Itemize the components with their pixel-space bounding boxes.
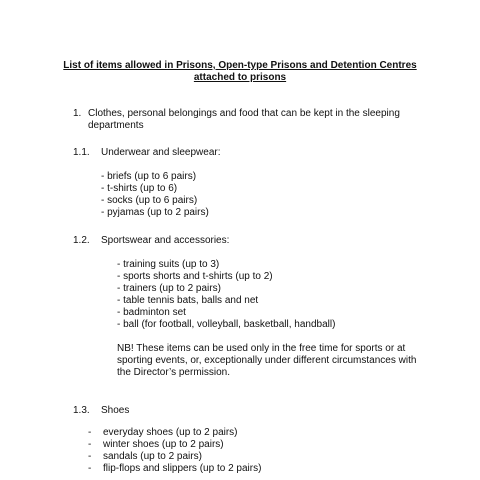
list-item-text: winter shoes (up to 2 pairs) <box>103 439 224 450</box>
title-line-2: attached to prisons <box>193 72 287 83</box>
list-item-text: everyday shoes (up to 2 pairs) <box>103 427 238 438</box>
nb-note-line-3: the Director’s permission. <box>117 367 231 378</box>
list-bullet: - <box>88 451 92 462</box>
list-item: - badminton set <box>117 307 186 318</box>
list-item: - training suits (up to 3) <box>117 259 220 270</box>
subsection-1-2-number: 1.2. <box>73 235 90 246</box>
nb-note-line-1: NB! These items can be used only in the free time for sports or at <box>117 343 406 354</box>
list-item-text: sandals (up to 2 pairs) <box>103 451 202 462</box>
nb-note-line-2: sporting events, or, exceptionally under different circumstances with <box>117 355 417 366</box>
section-1-number: 1. <box>73 108 82 119</box>
document-title <box>40 60 440 84</box>
list-item: - briefs (up to 6 pairs) <box>101 171 197 182</box>
underwear-list <box>101 171 209 219</box>
list-item: - ball (for football, volleyball, basketball, handball) <box>117 319 336 330</box>
list-bullet: - <box>88 439 92 450</box>
list-item: - table tennis bats, balls and net <box>117 295 259 306</box>
section-1-text-line-1: Clothes, personal belongings and food that can be kept in the sleeping <box>88 108 400 119</box>
subsection-1-3-heading: Shoes <box>101 405 130 416</box>
list-item: - pyjamas (up to 2 pairs) <box>101 207 209 218</box>
list-item <box>88 427 261 439</box>
list-item: - socks (up to 6 pairs) <box>101 195 198 206</box>
shoes-list <box>88 427 261 475</box>
list-item: - t-shirts (up to 6) <box>101 183 178 194</box>
list-bullet: - <box>88 427 92 438</box>
title-line-1: List of items allowed in Prisons, Open-type Prisons and Detention Centres <box>63 60 417 71</box>
list-item <box>88 439 261 451</box>
list-item: - sports shorts and t-shirts (up to 2) <box>117 271 273 282</box>
subsection-1-2-heading: Sportswear and accessories: <box>101 235 230 246</box>
section-1-text-line-2: departments <box>88 120 144 131</box>
subsection-1-1-heading: Underwear and sleepwear: <box>101 147 221 158</box>
sportswear-list <box>117 259 335 331</box>
list-item-text: flip-flops and slippers (up to 2 pairs) <box>103 463 262 474</box>
subsection-1-3-number: 1.3. <box>73 405 90 416</box>
list-item <box>88 463 261 475</box>
list-item: - trainers (up to 2 pairs) <box>117 283 221 294</box>
nb-note <box>117 343 447 379</box>
list-bullet: - <box>88 463 92 474</box>
subsection-1-1-number: 1.1. <box>73 147 90 158</box>
list-item <box>88 451 261 463</box>
